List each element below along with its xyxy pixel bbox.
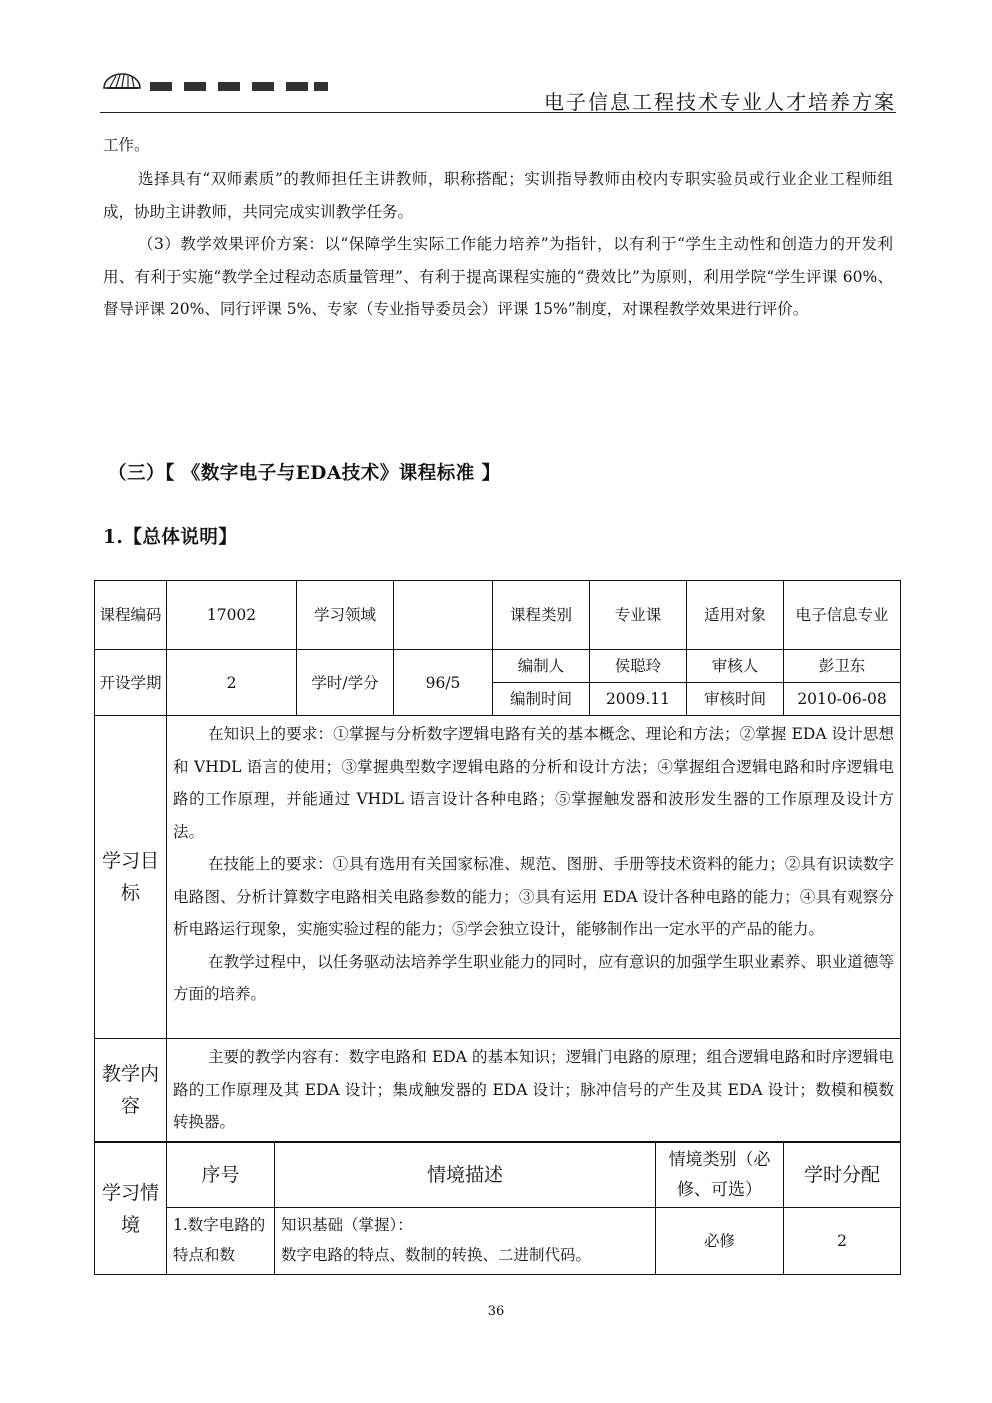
- teaching-process-note: 在教学过程中，以任务驱动法培养学生职业能力的同时，应有意识的加强学生职业素养、职业道德等方面的培养。: [173, 952, 894, 1003]
- semester-value: 2: [167, 650, 297, 716]
- author-value: 侯聪玲: [590, 650, 687, 683]
- col-type-header: 情境类别（必修、可选）: [656, 1143, 784, 1208]
- reviewer-value: 彭卫东: [784, 650, 901, 683]
- section-heading: （三）【 《数字电子与EDA技术》课程标准 】: [108, 463, 501, 484]
- hours-value: 96/5: [394, 650, 493, 716]
- course-type-label: 课程类别: [493, 581, 590, 650]
- learning-goals-label: 学习目标: [95, 716, 167, 1039]
- page-header: [100, 68, 896, 113]
- reviewer-label: 审核人: [687, 650, 784, 683]
- col-index-header: 序号: [167, 1143, 275, 1208]
- review-date-value: 2010-06-08: [784, 683, 901, 716]
- situation-hours: 2: [784, 1208, 901, 1275]
- situation-desc-line1: 知识基础（掌握）：: [281, 1216, 413, 1234]
- paragraph-work: 工作。: [103, 136, 150, 154]
- compile-date-value: 2009.11: [590, 683, 687, 716]
- author-label: 编制人: [493, 650, 590, 683]
- page-number: 36: [487, 1304, 505, 1319]
- sub-heading: 1.【总体说明】: [103, 527, 238, 548]
- knowledge-requirements: 在知识上的要求：①掌握与分析数字逻辑电路有关的基本概念、理论和方法；②掌握 EDA 设计思想和 VHDL 语言的使用；③掌握典型数字逻辑电路的分析和设计方法；④掌握组合逻辑电路和时序逻辑电路的工作原理，并能通过 VHDL 语言设计各种电路；⑤掌握触发器和波形发生器的工作原理及设计方法。: [173, 725, 894, 841]
- situation-description: [275, 1208, 656, 1275]
- learning-goals-cell: [167, 716, 901, 1039]
- col-description-header: 情境描述: [275, 1143, 656, 1208]
- audience-value: 电子信息专业: [784, 581, 901, 650]
- table-row: [95, 1208, 901, 1275]
- col-hours-header: 学时分配: [784, 1143, 901, 1208]
- compile-date-label: 编制时间: [493, 683, 590, 716]
- course-overview-table: [94, 580, 901, 1142]
- situation-index: 1.数字电路的特点和数: [167, 1208, 275, 1275]
- paragraph-teachers: 选择具有“双师素质”的教师担任主讲教师，职称搭配；实训指导教师由校内专职实验员或行业企业工程师组成，协助主讲教师，共同完成实训教学任务。: [103, 170, 893, 221]
- institution-logo: [102, 70, 332, 92]
- review-date-label: 审核时间: [687, 683, 784, 716]
- hours-label: 学时/学分: [297, 650, 394, 716]
- study-field-label: 学习领域: [297, 581, 394, 650]
- skill-requirements: 在技能上的要求：①具有选用有关国家标准、规范、图册、手册等技术资料的能力；②具有识读数字电路图、分析计算数字电路相关电路参数的能力；③具有运用 EDA 设计各种电路的能力；④具有观察分析电路运行现象，实施实验过程的能力；⑤学会独立设计，能够制作出一定水平的产品的能力。: [173, 855, 894, 938]
- learning-situations-table: [94, 1142, 901, 1275]
- audience-label: 适用对象: [687, 581, 784, 650]
- teaching-content-label: 教学内容: [95, 1039, 167, 1142]
- document-title: 电子信息工程技术专业人才培养方案: [544, 90, 896, 114]
- study-field-value: [394, 581, 493, 650]
- situation-desc-line2: 数字电路的特点、数制的转换、二进制代码。: [281, 1246, 592, 1264]
- teaching-content-text: 主要的教学内容有：数字电路和 EDA 的基本知识；逻辑门电路的原理；组合逻辑电路和时序逻辑电路的工作原理及其 EDA 设计；集成触发器的 EDA 设计；脉冲信号的产生及其 EDA 设计；数模和模数转换器。: [173, 1048, 894, 1131]
- learning-situations-label: 学习情境: [95, 1143, 167, 1275]
- teaching-content-cell: [167, 1039, 901, 1142]
- course-type-value: 专业课: [590, 581, 687, 650]
- course-code-value: 17002: [167, 581, 297, 650]
- semester-label: 开设学期: [95, 650, 167, 716]
- situation-type: 必修: [656, 1208, 784, 1275]
- course-code-label: 课程编码: [95, 581, 167, 650]
- paragraph-evaluation: （3）教学效果评价方案：以“保障学生实际工作能力培养”为指针，以有利于“学生主动性和创造力的开发利用、有利于实施“教学全过程动态质量管理”、有利于提高课程实施的“费效比”为原则，利用学院“学生评课 60%、督导评课 20%、同行评课 5%、专家（专业指导委员会）评课 15%”制度，对课程教学效果进行评价。: [103, 235, 893, 318]
